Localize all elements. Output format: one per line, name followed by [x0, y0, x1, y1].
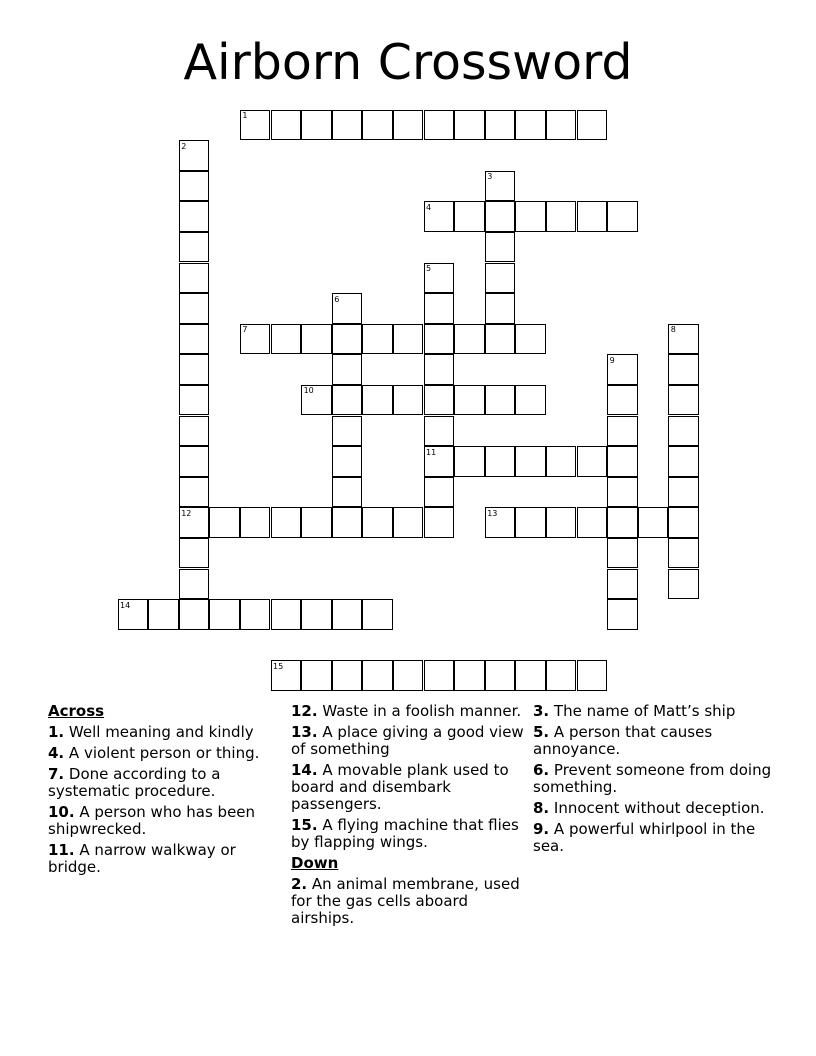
- clue-number: 2: [181, 141, 187, 151]
- clue-number-label: 11.: [48, 841, 75, 859]
- clue-number-label: 9.: [533, 820, 550, 838]
- grid-cell[interactable]: [209, 599, 240, 630]
- grid-cell[interactable]: [271, 110, 302, 141]
- grid-cell[interactable]: [393, 324, 424, 355]
- grid-cell[interactable]: [546, 110, 577, 141]
- grid-cell[interactable]: [179, 140, 210, 171]
- grid-cell[interactable]: [393, 385, 424, 416]
- clue-text: The name of Matt’s ship: [549, 702, 736, 720]
- grid-cell[interactable]: [546, 507, 577, 538]
- grid-cell[interactable]: [424, 110, 455, 141]
- grid-cell[interactable]: [179, 293, 210, 324]
- grid-cell[interactable]: [577, 110, 608, 141]
- clue-number-label: 3.: [533, 702, 550, 720]
- clue: [48, 766, 288, 800]
- grid-cell[interactable]: [607, 446, 638, 477]
- across-heading: Across: [48, 702, 105, 720]
- clue: [291, 703, 531, 720]
- grid-cell[interactable]: [148, 599, 179, 630]
- grid-cell[interactable]: [607, 599, 638, 630]
- clue-text: A place giving a good view of something: [291, 723, 524, 758]
- clue: [291, 762, 531, 813]
- clue: [48, 804, 288, 838]
- clue-number: 5: [426, 264, 432, 273]
- grid-cell[interactable]: [668, 507, 699, 538]
- clue-text: A movable plank used to board and disembark passengers.: [291, 761, 509, 813]
- grid-cell[interactable]: [485, 201, 516, 232]
- grid-cell[interactable]: [607, 385, 638, 416]
- grid-cell[interactable]: [454, 446, 485, 477]
- grid-cell[interactable]: [424, 385, 455, 416]
- grid-cell[interactable]: [393, 660, 424, 691]
- grid-cell[interactable]: [209, 507, 240, 538]
- grid-cell[interactable]: [179, 569, 210, 600]
- grid-cell[interactable]: [179, 599, 210, 630]
- grid-cell[interactable]: [607, 477, 638, 508]
- grid-cell[interactable]: [485, 507, 516, 538]
- clue-number: 1: [242, 111, 248, 120]
- grid-cell[interactable]: [362, 660, 393, 691]
- grid-cell[interactable]: [607, 569, 638, 600]
- grid-cell[interactable]: [546, 660, 577, 691]
- grid-cell[interactable]: [577, 201, 608, 232]
- grid-cell[interactable]: [668, 385, 699, 416]
- clue: [48, 724, 288, 741]
- grid-cell[interactable]: [454, 201, 485, 232]
- grid-cell[interactable]: [332, 324, 363, 355]
- clue-text: A flying machine that flies by flapping wings.: [291, 816, 519, 851]
- grid-cell[interactable]: [301, 507, 332, 538]
- grid-cell[interactable]: [332, 599, 363, 630]
- grid-cell[interactable]: [332, 507, 363, 538]
- clue-text: A person who has been shipwrecked.: [48, 803, 256, 838]
- page-title: Airborn Crossword: [183, 34, 633, 91]
- clue: [533, 821, 773, 855]
- clue: [533, 800, 773, 817]
- grid-cell[interactable]: [301, 324, 332, 355]
- grid-cell[interactable]: [240, 507, 271, 538]
- grid-cell[interactable]: [301, 599, 332, 630]
- clue-text: Done according to a systematic procedure.: [48, 765, 221, 800]
- clue-number-label: 10.: [48, 803, 75, 821]
- grid-cell[interactable]: [515, 385, 546, 416]
- clue-number: 3: [487, 172, 493, 182]
- clue-number: 11: [426, 447, 437, 457]
- grid-cell[interactable]: [332, 110, 363, 141]
- clue-text: A powerful whirlpool in the sea.: [533, 820, 756, 855]
- clue-number: 15: [273, 661, 284, 671]
- grid-cell[interactable]: [271, 599, 302, 630]
- grid-cell[interactable]: [515, 324, 546, 355]
- grid-cell[interactable]: [271, 507, 302, 538]
- grid-cell[interactable]: [179, 538, 210, 569]
- clue-number-label: 15.: [291, 816, 318, 834]
- grid-cell[interactable]: [179, 416, 210, 447]
- grid-cell[interactable]: [515, 201, 546, 232]
- grid-cell[interactable]: [546, 201, 577, 232]
- clue-text: An animal membrane, used for the gas cells aboard airships.: [291, 875, 520, 927]
- grid-cell[interactable]: [424, 416, 455, 447]
- grid-cell[interactable]: [362, 507, 393, 538]
- clue-number-label: 6.: [533, 761, 550, 779]
- grid-cell[interactable]: [179, 232, 210, 263]
- grid-cell[interactable]: [332, 660, 363, 691]
- grid-cell[interactable]: [362, 110, 393, 141]
- clue: [533, 724, 773, 758]
- grid-cell[interactable]: [607, 416, 638, 447]
- grid-cell[interactable]: [332, 385, 363, 416]
- clue-text: Innocent without deception.: [549, 799, 765, 817]
- clue-number-label: 4.: [48, 744, 65, 762]
- grid-cell[interactable]: [454, 324, 485, 355]
- grid-cell[interactable]: [424, 446, 455, 477]
- clue: [48, 842, 288, 876]
- grid-cell[interactable]: [332, 293, 363, 324]
- grid-cell[interactable]: [485, 660, 516, 691]
- grid-cell[interactable]: [424, 324, 455, 355]
- grid-cell[interactable]: [301, 660, 332, 691]
- grid-cell[interactable]: [485, 385, 516, 416]
- grid-cell[interactable]: [179, 446, 210, 477]
- grid-cell[interactable]: [577, 446, 608, 477]
- grid-cell[interactable]: [424, 263, 455, 294]
- grid-cell[interactable]: [424, 293, 455, 324]
- clue: [291, 876, 531, 927]
- clue-number: 9: [609, 355, 615, 365]
- down-heading: Down: [291, 854, 339, 872]
- grid-cell[interactable]: [668, 538, 699, 569]
- grid-cell[interactable]: [332, 354, 363, 385]
- clue-text: Waste in a foolish manner.: [317, 702, 522, 720]
- grid-cell[interactable]: [118, 599, 149, 630]
- grid-cell[interactable]: [179, 263, 210, 294]
- grid-cell[interactable]: [179, 324, 210, 355]
- grid-cell[interactable]: [454, 385, 485, 416]
- grid-cell[interactable]: [607, 538, 638, 569]
- grid-cell[interactable]: [240, 110, 271, 141]
- grid-cell[interactable]: [485, 324, 516, 355]
- grid-cell[interactable]: [638, 507, 669, 538]
- clue-number: 14: [120, 600, 131, 610]
- grid-cell[interactable]: [332, 477, 363, 508]
- grid-cell[interactable]: [301, 110, 332, 141]
- clue-text: A violent person or thing.: [64, 744, 260, 762]
- grid-cell[interactable]: [332, 416, 363, 447]
- clue-number-label: 1.: [48, 723, 65, 741]
- grid-cell[interactable]: [577, 507, 608, 538]
- grid-cell[interactable]: [485, 293, 516, 324]
- grid-cell[interactable]: [332, 446, 363, 477]
- clue-number-label: 14.: [291, 761, 318, 779]
- grid-cell[interactable]: [424, 201, 455, 232]
- grid-cell[interactable]: [515, 110, 546, 141]
- clue-number: 12: [181, 508, 192, 518]
- clue-number: 7: [242, 325, 248, 335]
- grid-cell[interactable]: [668, 416, 699, 447]
- clue-number: 10: [303, 386, 314, 396]
- grid-cell[interactable]: [301, 385, 332, 416]
- grid-cell[interactable]: [515, 660, 546, 691]
- grid-cell[interactable]: [362, 324, 393, 355]
- clue-number-label: 7.: [48, 765, 65, 783]
- grid-cell[interactable]: [424, 660, 455, 691]
- clue: [291, 817, 531, 851]
- grid-cell[interactable]: [668, 324, 699, 355]
- clue-number-label: 12.: [291, 702, 318, 720]
- clue-number: 6: [334, 294, 340, 304]
- grid-cell[interactable]: [393, 110, 424, 141]
- clue-number-label: 8.: [533, 799, 550, 817]
- clue: [291, 724, 531, 758]
- clues-column-2: [291, 703, 531, 931]
- clue-text: A person that causes annoyance.: [533, 723, 713, 758]
- grid-cell[interactable]: [271, 324, 302, 355]
- grid-cell[interactable]: [424, 477, 455, 508]
- grid-cell[interactable]: [607, 507, 638, 538]
- clue-text: A narrow walkway or bridge.: [48, 841, 236, 876]
- grid-cell[interactable]: [668, 477, 699, 508]
- grid-cell[interactable]: [179, 354, 210, 385]
- clue-number-label: 13.: [291, 723, 318, 741]
- grid-cell[interactable]: [454, 660, 485, 691]
- grid-cell[interactable]: [179, 385, 210, 416]
- grid-cell[interactable]: [362, 385, 393, 416]
- grid-cell[interactable]: [240, 599, 271, 630]
- clue: [533, 703, 773, 720]
- grid-cell[interactable]: [179, 477, 210, 508]
- grid-cell[interactable]: [485, 263, 516, 294]
- clue-text: Well meaning and kindly: [64, 723, 254, 741]
- clue: [533, 762, 773, 796]
- clue-number: 4: [426, 202, 432, 212]
- clue: [48, 745, 288, 762]
- clue-number-label: 5.: [533, 723, 550, 741]
- grid-cell[interactable]: [485, 110, 516, 141]
- grid-cell[interactable]: [424, 507, 455, 538]
- clue-number: 8: [670, 325, 676, 335]
- grid-cell[interactable]: [607, 354, 638, 385]
- grid-cell[interactable]: [515, 446, 546, 477]
- grid-cell[interactable]: [485, 446, 516, 477]
- grid-cell[interactable]: [577, 660, 608, 691]
- clues-column-1: [48, 703, 288, 880]
- grid-cell[interactable]: [668, 446, 699, 477]
- grid-cell[interactable]: [485, 232, 516, 263]
- grid-cell[interactable]: [668, 569, 699, 600]
- clue-number: 13: [487, 508, 498, 518]
- grid-cell[interactable]: [179, 507, 210, 538]
- grid-cell[interactable]: [607, 201, 638, 232]
- grid-cell[interactable]: [393, 507, 424, 538]
- grid-cell[interactable]: [179, 171, 210, 202]
- grid-cell[interactable]: [454, 110, 485, 141]
- grid-cell[interactable]: [362, 599, 393, 630]
- grid-cell[interactable]: [240, 324, 271, 355]
- clue-number-label: 2.: [291, 875, 308, 893]
- grid-cell[interactable]: [668, 354, 699, 385]
- clues-column-3: [533, 703, 773, 859]
- grid-cell[interactable]: [424, 354, 455, 385]
- grid-cell[interactable]: [515, 507, 546, 538]
- clue-text: Prevent someone from doing something.: [533, 761, 772, 796]
- grid-cell[interactable]: [546, 446, 577, 477]
- grid-cell[interactable]: [179, 201, 210, 232]
- grid-cell[interactable]: [485, 171, 516, 202]
- grid-cell[interactable]: [271, 660, 302, 691]
